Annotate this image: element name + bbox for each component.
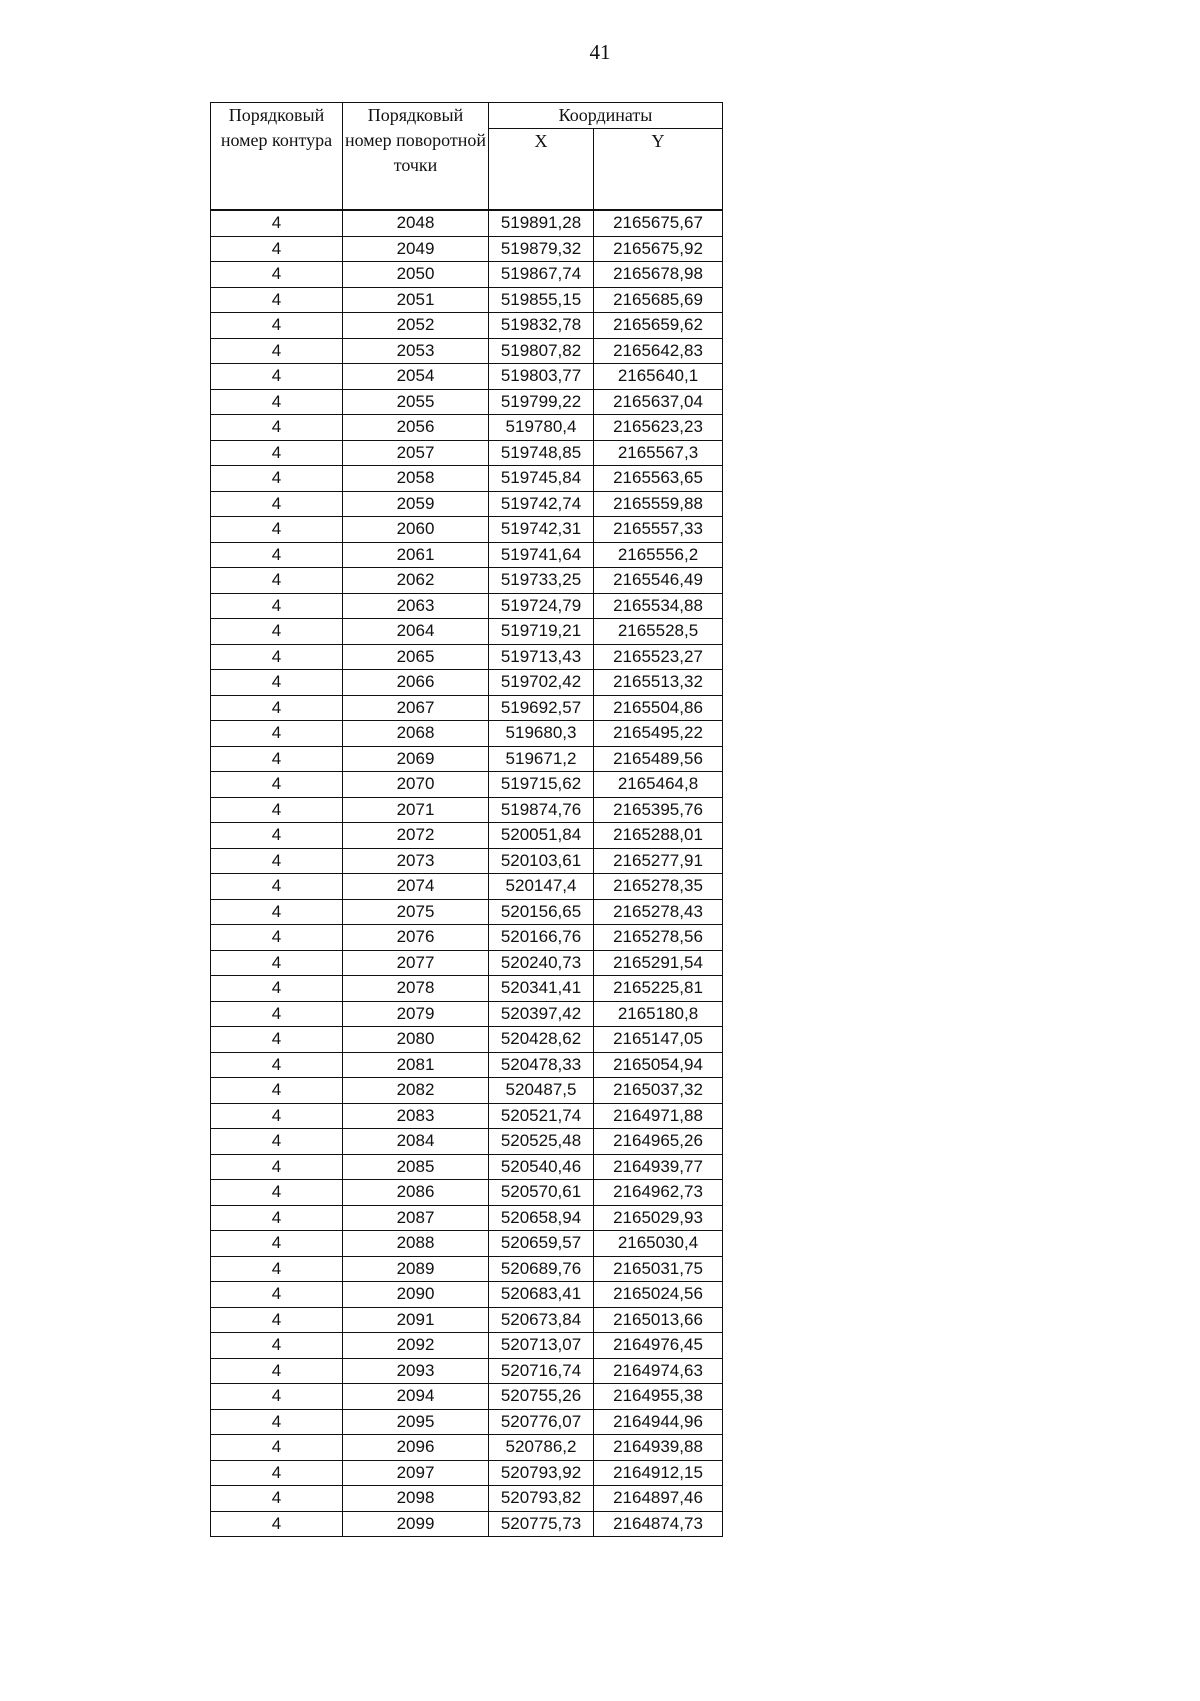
y-coordinate-cell: 2164962,73 [594, 1180, 723, 1206]
point-number-cell: 2056 [343, 415, 489, 441]
contour-number-cell: 4 [211, 1511, 343, 1537]
table-row [211, 1154, 723, 1180]
contour-number-cell: 4 [211, 1129, 343, 1155]
point-number-cell: 2093 [343, 1358, 489, 1384]
y-coordinate-cell: 2164897,46 [594, 1486, 723, 1512]
point-number-cell: 2067 [343, 695, 489, 721]
x-coordinate-cell: 520793,82 [489, 1486, 594, 1512]
table-row [211, 976, 723, 1002]
y-coordinate-cell: 2165534,88 [594, 593, 723, 619]
y-coordinate-cell: 2165278,35 [594, 874, 723, 900]
contour-number-cell: 4 [211, 721, 343, 747]
contour-number-cell: 4 [211, 364, 343, 390]
contour-number-cell: 4 [211, 389, 343, 415]
x-coordinate-cell: 519680,3 [489, 721, 594, 747]
y-coordinate-cell: 2165557,33 [594, 517, 723, 543]
y-coordinate-cell: 2164976,45 [594, 1333, 723, 1359]
point-number-cell: 2055 [343, 389, 489, 415]
x-coordinate-cell: 519742,31 [489, 517, 594, 543]
x-coordinate-cell: 519780,4 [489, 415, 594, 441]
table-row [211, 874, 723, 900]
point-number-cell: 2054 [343, 364, 489, 390]
contour-number-cell: 4 [211, 313, 343, 339]
x-coordinate-cell: 519867,74 [489, 262, 594, 288]
contour-number-cell: 4 [211, 874, 343, 900]
point-number-cell: 2095 [343, 1409, 489, 1435]
table-row [211, 1027, 723, 1053]
x-coordinate-cell: 520658,94 [489, 1205, 594, 1231]
x-coordinate-cell: 519724,79 [489, 593, 594, 619]
contour-number-cell: 4 [211, 644, 343, 670]
y-coordinate-cell: 2165504,86 [594, 695, 723, 721]
table-row [211, 1333, 723, 1359]
contour-number-cell: 4 [211, 236, 343, 262]
table-row [211, 287, 723, 313]
table-row [211, 1486, 723, 1512]
x-coordinate-cell: 519832,78 [489, 313, 594, 339]
table-row [211, 1384, 723, 1410]
point-number-cell: 2071 [343, 797, 489, 823]
point-number-cell: 2082 [343, 1078, 489, 1104]
point-number-cell: 2099 [343, 1511, 489, 1537]
table-row [211, 1307, 723, 1333]
y-coordinate-cell: 2165029,93 [594, 1205, 723, 1231]
x-coordinate-cell: 520570,61 [489, 1180, 594, 1206]
point-number-cell: 2098 [343, 1486, 489, 1512]
point-number-cell: 2065 [343, 644, 489, 670]
contour-number-cell: 4 [211, 440, 343, 466]
table-row [211, 772, 723, 798]
y-coordinate-cell: 2164955,38 [594, 1384, 723, 1410]
y-coordinate-cell: 2165180,8 [594, 1001, 723, 1027]
header-x: X [489, 129, 594, 211]
point-number-cell: 2090 [343, 1282, 489, 1308]
table-row [211, 466, 723, 492]
table-row [211, 1205, 723, 1231]
x-coordinate-cell: 520428,62 [489, 1027, 594, 1053]
header-contour-number: Порядковый номер контура [211, 103, 343, 211]
point-number-cell: 2050 [343, 262, 489, 288]
point-number-cell: 2088 [343, 1231, 489, 1257]
point-number-cell: 2063 [343, 593, 489, 619]
point-number-cell: 2072 [343, 823, 489, 849]
contour-number-cell: 4 [211, 210, 343, 236]
point-number-cell: 2069 [343, 746, 489, 772]
table-row [211, 236, 723, 262]
table-row [211, 1409, 723, 1435]
point-number-cell: 2070 [343, 772, 489, 798]
contour-number-cell: 4 [211, 1333, 343, 1359]
contour-number-cell: 4 [211, 338, 343, 364]
contour-number-cell: 4 [211, 1001, 343, 1027]
contour-number-cell: 4 [211, 1205, 343, 1231]
table-row [211, 797, 723, 823]
point-number-cell: 2064 [343, 619, 489, 645]
y-coordinate-cell: 2165523,27 [594, 644, 723, 670]
y-coordinate-cell: 2165024,56 [594, 1282, 723, 1308]
y-coordinate-cell: 2165675,92 [594, 236, 723, 262]
header-y: Y [594, 129, 723, 211]
point-number-cell: 2077 [343, 950, 489, 976]
contour-number-cell: 4 [211, 1154, 343, 1180]
x-coordinate-cell: 519879,32 [489, 236, 594, 262]
x-coordinate-cell: 520786,2 [489, 1435, 594, 1461]
table-row [211, 491, 723, 517]
table-row [211, 644, 723, 670]
y-coordinate-cell: 2165277,91 [594, 848, 723, 874]
x-coordinate-cell: 520341,41 [489, 976, 594, 1002]
x-coordinate-cell: 520487,5 [489, 1078, 594, 1104]
contour-number-cell: 4 [211, 568, 343, 594]
contour-number-cell: 4 [211, 619, 343, 645]
x-coordinate-cell: 520793,92 [489, 1460, 594, 1486]
table-row [211, 695, 723, 721]
y-coordinate-cell: 2165563,65 [594, 466, 723, 492]
table-row [211, 721, 723, 747]
contour-number-cell: 4 [211, 1078, 343, 1104]
y-coordinate-cell: 2164965,26 [594, 1129, 723, 1155]
contour-number-cell: 4 [211, 466, 343, 492]
x-coordinate-cell: 520775,73 [489, 1511, 594, 1537]
header-coordinates: Координаты [489, 103, 723, 129]
y-coordinate-cell: 2165559,88 [594, 491, 723, 517]
contour-number-cell: 4 [211, 670, 343, 696]
point-number-cell: 2052 [343, 313, 489, 339]
x-coordinate-cell: 520776,07 [489, 1409, 594, 1435]
y-coordinate-cell: 2165528,5 [594, 619, 723, 645]
y-coordinate-cell: 2164874,73 [594, 1511, 723, 1537]
contour-number-cell: 4 [211, 1409, 343, 1435]
point-number-cell: 2075 [343, 899, 489, 925]
coordinates-table [210, 102, 723, 1537]
y-coordinate-cell: 2165495,22 [594, 721, 723, 747]
x-coordinate-cell: 520051,84 [489, 823, 594, 849]
table-row [211, 1052, 723, 1078]
y-coordinate-cell: 2164939,77 [594, 1154, 723, 1180]
table-row [211, 619, 723, 645]
contour-number-cell: 4 [211, 593, 343, 619]
contour-number-cell: 4 [211, 746, 343, 772]
point-number-cell: 2066 [343, 670, 489, 696]
x-coordinate-cell: 519715,62 [489, 772, 594, 798]
table-row [211, 262, 723, 288]
x-coordinate-cell: 519713,43 [489, 644, 594, 670]
contour-number-cell: 4 [211, 1256, 343, 1282]
point-number-cell: 2078 [343, 976, 489, 1002]
x-coordinate-cell: 519692,57 [489, 695, 594, 721]
table-row [211, 364, 723, 390]
contour-number-cell: 4 [211, 1103, 343, 1129]
point-number-cell: 2096 [343, 1435, 489, 1461]
y-coordinate-cell: 2165278,43 [594, 899, 723, 925]
y-coordinate-cell: 2165395,76 [594, 797, 723, 823]
table-row [211, 1282, 723, 1308]
y-coordinate-cell: 2165685,69 [594, 287, 723, 313]
table-row [211, 823, 723, 849]
contour-number-cell: 4 [211, 976, 343, 1002]
point-number-cell: 2053 [343, 338, 489, 364]
x-coordinate-cell: 519733,25 [489, 568, 594, 594]
contour-number-cell: 4 [211, 848, 343, 874]
x-coordinate-cell: 520166,76 [489, 925, 594, 951]
contour-number-cell: 4 [211, 823, 343, 849]
contour-number-cell: 4 [211, 1486, 343, 1512]
x-coordinate-cell: 519803,77 [489, 364, 594, 390]
contour-number-cell: 4 [211, 491, 343, 517]
table-row [211, 1078, 723, 1104]
point-number-cell: 2051 [343, 287, 489, 313]
y-coordinate-cell: 2165567,3 [594, 440, 723, 466]
table-row [211, 415, 723, 441]
point-number-cell: 2076 [343, 925, 489, 951]
x-coordinate-cell: 519745,84 [489, 466, 594, 492]
x-coordinate-cell: 519874,76 [489, 797, 594, 823]
y-coordinate-cell: 2165556,2 [594, 542, 723, 568]
x-coordinate-cell: 520397,42 [489, 1001, 594, 1027]
table-row [211, 746, 723, 772]
x-coordinate-cell: 520478,33 [489, 1052, 594, 1078]
page-number: 41 [589, 40, 611, 64]
x-coordinate-cell: 520673,84 [489, 1307, 594, 1333]
y-coordinate-cell: 2165147,05 [594, 1027, 723, 1053]
point-number-cell: 2092 [343, 1333, 489, 1359]
point-number-cell: 2085 [343, 1154, 489, 1180]
contour-number-cell: 4 [211, 950, 343, 976]
x-coordinate-cell: 519855,15 [489, 287, 594, 313]
point-number-cell: 2094 [343, 1384, 489, 1410]
point-number-cell: 2062 [343, 568, 489, 594]
x-coordinate-cell: 520713,07 [489, 1333, 594, 1359]
y-coordinate-cell: 2164974,63 [594, 1358, 723, 1384]
table-row [211, 1231, 723, 1257]
contour-number-cell: 4 [211, 1282, 343, 1308]
contour-number-cell: 4 [211, 262, 343, 288]
y-coordinate-cell: 2165013,66 [594, 1307, 723, 1333]
y-coordinate-cell: 2165678,98 [594, 262, 723, 288]
x-coordinate-cell: 520240,73 [489, 950, 594, 976]
point-number-cell: 2058 [343, 466, 489, 492]
x-coordinate-cell: 520683,41 [489, 1282, 594, 1308]
point-number-cell: 2080 [343, 1027, 489, 1053]
x-coordinate-cell: 519671,2 [489, 746, 594, 772]
point-number-cell: 2083 [343, 1103, 489, 1129]
x-coordinate-cell: 519742,74 [489, 491, 594, 517]
point-number-cell: 2091 [343, 1307, 489, 1333]
table-row [211, 899, 723, 925]
contour-number-cell: 4 [211, 695, 343, 721]
header-point-number: Порядковый номер поворотной точки [343, 103, 489, 211]
contour-number-cell: 4 [211, 287, 343, 313]
y-coordinate-cell: 2165288,01 [594, 823, 723, 849]
x-coordinate-cell: 520659,57 [489, 1231, 594, 1257]
contour-number-cell: 4 [211, 1052, 343, 1078]
y-coordinate-cell: 2165464,8 [594, 772, 723, 798]
x-coordinate-cell: 520689,76 [489, 1256, 594, 1282]
x-coordinate-cell: 519741,64 [489, 542, 594, 568]
point-number-cell: 2060 [343, 517, 489, 543]
table-row [211, 1180, 723, 1206]
y-coordinate-cell: 2164939,88 [594, 1435, 723, 1461]
x-coordinate-cell: 520103,61 [489, 848, 594, 874]
x-coordinate-cell: 519748,85 [489, 440, 594, 466]
table-row [211, 389, 723, 415]
point-number-cell: 2084 [343, 1129, 489, 1155]
contour-number-cell: 4 [211, 517, 343, 543]
table-row [211, 542, 723, 568]
y-coordinate-cell: 2164971,88 [594, 1103, 723, 1129]
contour-number-cell: 4 [211, 772, 343, 798]
point-number-cell: 2049 [343, 236, 489, 262]
point-number-cell: 2097 [343, 1460, 489, 1486]
contour-number-cell: 4 [211, 1231, 343, 1257]
x-coordinate-cell: 520156,65 [489, 899, 594, 925]
point-number-cell: 2086 [343, 1180, 489, 1206]
y-coordinate-cell: 2165675,67 [594, 210, 723, 236]
x-coordinate-cell: 519702,42 [489, 670, 594, 696]
x-coordinate-cell: 520147,4 [489, 874, 594, 900]
table-row [211, 313, 723, 339]
x-coordinate-cell: 519719,21 [489, 619, 594, 645]
x-coordinate-cell: 519891,28 [489, 210, 594, 236]
point-number-cell: 2048 [343, 210, 489, 236]
point-number-cell: 2079 [343, 1001, 489, 1027]
table-row [211, 1103, 723, 1129]
y-coordinate-cell: 2164944,96 [594, 1409, 723, 1435]
point-number-cell: 2073 [343, 848, 489, 874]
table-body [211, 210, 723, 1537]
y-coordinate-cell: 2165030,4 [594, 1231, 723, 1257]
x-coordinate-cell: 520525,48 [489, 1129, 594, 1155]
contour-number-cell: 4 [211, 542, 343, 568]
point-number-cell: 2061 [343, 542, 489, 568]
table-row [211, 210, 723, 236]
point-number-cell: 2089 [343, 1256, 489, 1282]
table-row [211, 338, 723, 364]
y-coordinate-cell: 2165037,32 [594, 1078, 723, 1104]
contour-number-cell: 4 [211, 899, 343, 925]
table-row [211, 1358, 723, 1384]
contour-number-cell: 4 [211, 1180, 343, 1206]
table-row [211, 440, 723, 466]
x-coordinate-cell: 519799,22 [489, 389, 594, 415]
contour-number-cell: 4 [211, 925, 343, 951]
x-coordinate-cell: 520755,26 [489, 1384, 594, 1410]
y-coordinate-cell: 2165513,32 [594, 670, 723, 696]
contour-number-cell: 4 [211, 415, 343, 441]
table-row [211, 848, 723, 874]
table-row [211, 1129, 723, 1155]
table-row [211, 517, 723, 543]
y-coordinate-cell: 2165642,83 [594, 338, 723, 364]
y-coordinate-cell: 2165659,62 [594, 313, 723, 339]
table-row [211, 1001, 723, 1027]
x-coordinate-cell: 520521,74 [489, 1103, 594, 1129]
y-coordinate-cell: 2165278,56 [594, 925, 723, 951]
table-row [211, 568, 723, 594]
y-coordinate-cell: 2165031,75 [594, 1256, 723, 1282]
point-number-cell: 2081 [343, 1052, 489, 1078]
contour-number-cell: 4 [211, 797, 343, 823]
table-row [211, 1460, 723, 1486]
x-coordinate-cell: 520716,74 [489, 1358, 594, 1384]
table-row [211, 1511, 723, 1537]
y-coordinate-cell: 2165623,23 [594, 415, 723, 441]
x-coordinate-cell: 519807,82 [489, 338, 594, 364]
y-coordinate-cell: 2165291,54 [594, 950, 723, 976]
contour-number-cell: 4 [211, 1027, 343, 1053]
y-coordinate-cell: 2165225,81 [594, 976, 723, 1002]
y-coordinate-cell: 2165637,04 [594, 389, 723, 415]
contour-number-cell: 4 [211, 1358, 343, 1384]
x-coordinate-cell: 520540,46 [489, 1154, 594, 1180]
y-coordinate-cell: 2164912,15 [594, 1460, 723, 1486]
table-row [211, 950, 723, 976]
table-row [211, 925, 723, 951]
y-coordinate-cell: 2165054,94 [594, 1052, 723, 1078]
y-coordinate-cell: 2165489,56 [594, 746, 723, 772]
contour-number-cell: 4 [211, 1384, 343, 1410]
point-number-cell: 2074 [343, 874, 489, 900]
point-number-cell: 2057 [343, 440, 489, 466]
contour-number-cell: 4 [211, 1435, 343, 1461]
contour-number-cell: 4 [211, 1460, 343, 1486]
table-row [211, 593, 723, 619]
point-number-cell: 2059 [343, 491, 489, 517]
table-row [211, 670, 723, 696]
table-row [211, 1256, 723, 1282]
table-row [211, 1435, 723, 1461]
point-number-cell: 2068 [343, 721, 489, 747]
y-coordinate-cell: 2165640,1 [594, 364, 723, 390]
y-coordinate-cell: 2165546,49 [594, 568, 723, 594]
point-number-cell: 2087 [343, 1205, 489, 1231]
contour-number-cell: 4 [211, 1307, 343, 1333]
